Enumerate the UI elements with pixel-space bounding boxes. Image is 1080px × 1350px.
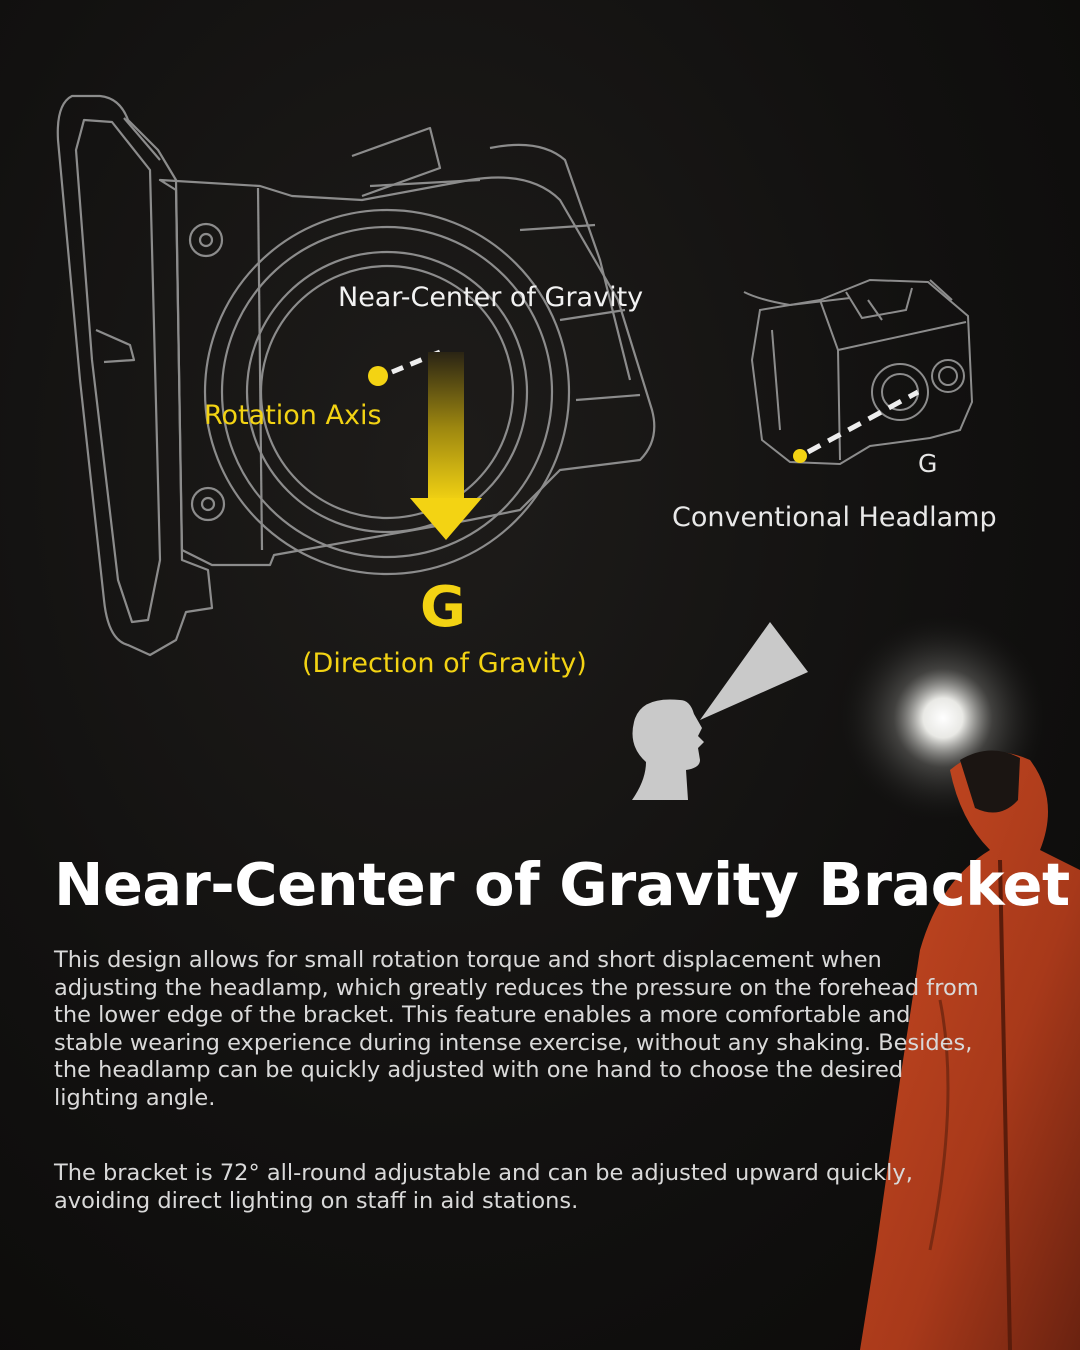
direction-of-gravity-label: (Direction of Gravity): [302, 648, 587, 679]
gravity-indicator: [368, 352, 482, 540]
conventional-g-label: G: [918, 449, 938, 478]
light-beam-icon: [700, 622, 808, 720]
description-paragraph-1: This design allows for small rotation torque and short displacement when adjusting the headlamp, which greatly reduces the pressure on the forehead from the lower edge of the bracket. This feature enables a more comfortable and stable wearing experience during intense exercise, without any shaking. Besides, the headlamp can be quickly adjusted with one hand to choose the desired lighting angle.: [54, 947, 979, 1111]
rotation-axis-dot: [368, 366, 388, 386]
description-paragraph-2: The bracket is 72° all-round adjustable and can be adjusted upward quickly, avoiding direct lighting on staff in aid stations.: [54, 1160, 913, 1214]
head-profile-icon: [632, 699, 704, 800]
conventional-headlamp-label: Conventional Headlamp: [672, 502, 997, 533]
rotation-axis-label: Rotation Axis: [204, 400, 382, 431]
gravity-g-label: G: [420, 575, 466, 640]
near-center-gravity-label: Near-Center of Gravity: [338, 282, 644, 313]
conventional-gravity-indicator: [793, 392, 918, 463]
page-title: Near-Center of Gravity Bracket: [54, 850, 1070, 919]
bracket-drawing: [58, 96, 655, 655]
gravity-arrow-shaft: [428, 352, 464, 502]
conventional-headlamp-drawing: [744, 280, 972, 464]
